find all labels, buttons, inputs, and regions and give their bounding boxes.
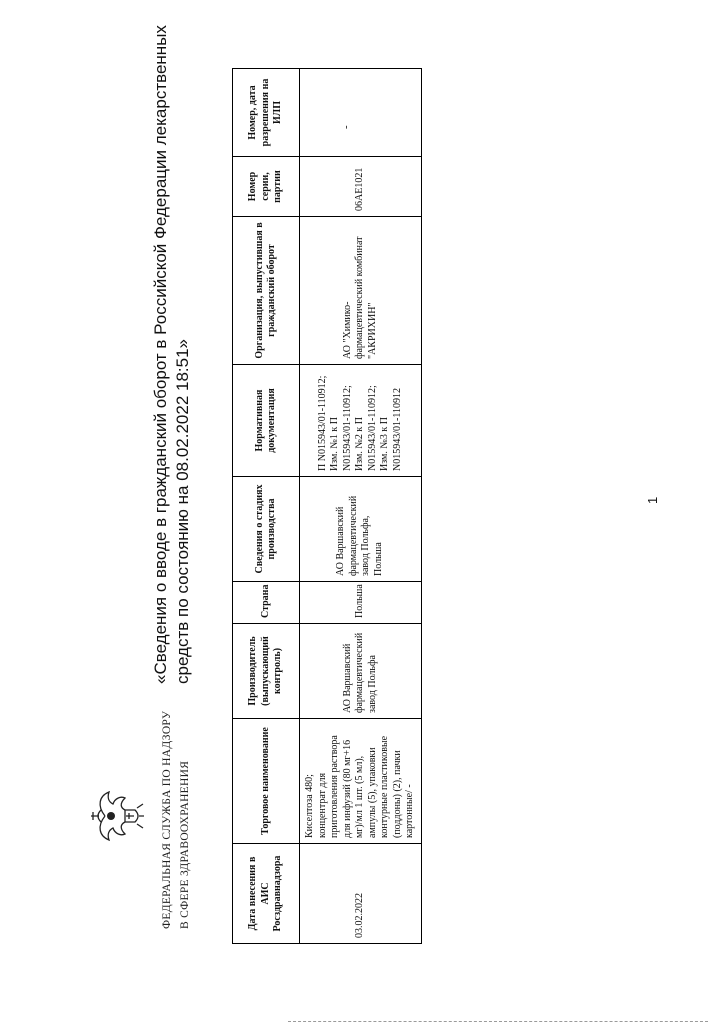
- header-docs: Нормативная документация: [233, 365, 300, 477]
- header-stages: Сведения о стадиях производства: [233, 477, 300, 582]
- cell-organization: АО "Химико-фармацевтический комбинат "АКРИХИН": [300, 217, 422, 365]
- cell-manufacturer: АО Варшавский фармацевтический завод Польфа: [300, 624, 422, 719]
- title-line-1: «Сведения о вводе в гражданский оборот в Российской Федерации лекарственных: [151, 25, 170, 684]
- cell-date: 03.02.2022: [300, 844, 422, 944]
- cell-docs: П N015943/01-110912; Изм. №1 к П N015943/01-110912; Изм. №2 к П N015943/01-110912; Изм. №3 к П N015943/01-110912: [300, 365, 422, 477]
- table-header-row: [233, 69, 300, 944]
- document-title: [150, 25, 194, 684]
- cell-trade-name: Киселтоза 480; концентрат для приготовления раствора для инфузий (80 мг+16 мг)/мл 1 шт. (5 мл), ампулы (5), упаковки контурные пластиковые (поддоны) (2), пачки картонные/ -: [300, 719, 422, 844]
- header-trade-name: Торговое наименование: [233, 719, 300, 844]
- roszdravnadzor-emblem-icon: [85, 788, 145, 844]
- cell-stages: АО Варшавский фармацевтический завод Польфа, Польша: [300, 477, 422, 582]
- header-date: Дата внесения в АИС Росздравнадзора: [233, 844, 300, 944]
- agency-name-line-2: В СФЕРЕ ЗДРАВООХРАНЕНИЯ: [179, 760, 191, 929]
- cell-country: Польша: [300, 582, 422, 624]
- title-line-2: средств по состоянию на 08.02.2022 18:51»: [173, 338, 192, 684]
- header-country: Страна: [233, 582, 300, 624]
- header-permit: Номер, дата разрешения на ИЛП: [233, 69, 300, 157]
- table-row: [300, 69, 422, 944]
- header-batch: Номер серии, партии: [233, 157, 300, 217]
- agency-name-line-1: ФЕДЕРАЛЬНАЯ СЛУЖБА ПО НАДЗОРУ: [161, 710, 173, 929]
- header-organization: Организация, выпустившая в гражданский оборот: [233, 217, 300, 365]
- cell-batch: 06AE1021: [300, 157, 422, 217]
- agency-name: [158, 699, 194, 929]
- header-manufacturer: Производитель (выпускающий контроль): [233, 624, 300, 719]
- cell-permit: [300, 69, 422, 157]
- circulation-table: [232, 68, 422, 944]
- side-mark: -: [340, 125, 352, 129]
- page-number: 1: [645, 496, 660, 504]
- scan-edge-line: [288, 1020, 708, 1022]
